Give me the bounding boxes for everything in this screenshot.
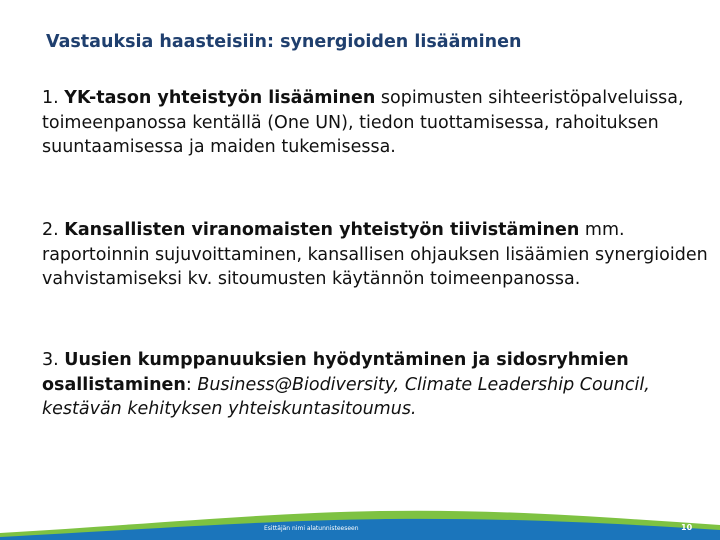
item-colon: :	[185, 374, 198, 395]
item-bold-text: Kansallisten viranomaisten yhteistyön tiivistäminen	[64, 220, 580, 240]
item-text: mm. raportoinnin sujuvoittaminen, kansallisen ohjauksen lisäämien synergioiden vahvistamiseksi kv. sitoumusten käytännön toimeenpanossa.	[42, 220, 708, 289]
item-number: 2.	[42, 220, 65, 240]
item-bold-text: Uusien kumppanuuksien hyödyntäminen ja sidosryhmien osallistaminen	[42, 350, 629, 395]
list-item-3	[42, 348, 714, 422]
item-number: 1.	[42, 88, 65, 108]
page-number: 10	[681, 523, 693, 532]
footer-text: Esittäjän nimi alatunnisteeseen	[264, 525, 359, 532]
item-text: sopimusten sihteeristöpalveluissa, toimeenpanossa kentällä (One UN), tiedon tuottamisessa, rahoituksen suuntaamisessa ja maiden tukemisessa.	[42, 88, 684, 157]
item-number: 3.	[42, 350, 65, 370]
list-item-2	[42, 218, 714, 292]
list-item-1	[42, 86, 714, 160]
item-bold-text: YK-tason yhteistyön lisääminen	[64, 88, 376, 108]
slide-title: Vastauksia haasteisiin: synergioiden lisääminen	[46, 32, 522, 52]
item-italic-text: Business@Biodiversity, Climate Leadership Council, kestävän kehityksen yhteiskuntasitoumus.	[42, 374, 650, 419]
footer-wave	[0, 503, 720, 540]
